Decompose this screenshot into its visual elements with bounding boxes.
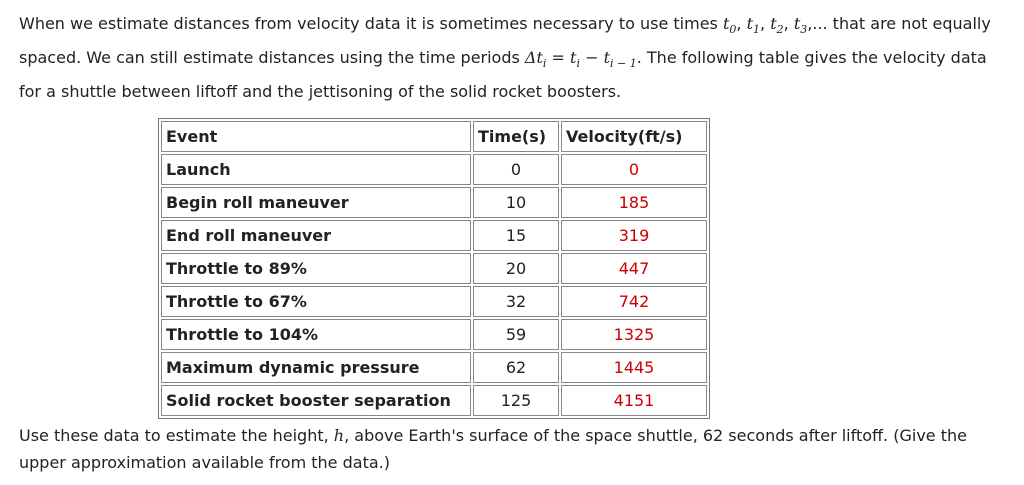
table-row [161, 154, 707, 185]
variable-h: h [333, 426, 345, 445]
table-body [161, 154, 707, 416]
velocity-cell: 1325 [561, 319, 707, 350]
table-row [161, 385, 707, 416]
time-t0: $t_0$ [722, 14, 737, 36]
problem-intro: When we estimate distances from velocity data it is sometimes necessary to use times $t_0$, $t_1$, $t_2$, $t_3$,... that are not equally spaced. We can still estimate distances using the time periods $\Delta t_i = t_i - t_{i - 1}$. The following table gives the velocity data for a shuttle between liftoff and the jettisoning of the solid rocket boosters. [19, 14, 991, 101]
event-cell: Throttle to 89% [161, 253, 471, 284]
time-cell: 20 [473, 253, 559, 284]
header-time: Time(s) [473, 121, 559, 152]
time-cell: 0 [473, 154, 559, 185]
intro-text-2: that are not equally spaced. We can still estimate distances using the time periods [19, 14, 991, 67]
table-row [161, 220, 707, 251]
velocity-cell: 447 [561, 253, 707, 284]
event-cell: Throttle to 104% [161, 319, 471, 350]
event-cell: End roll maneuver [161, 220, 471, 251]
time-cell: 32 [473, 286, 559, 317]
event-cell: Throttle to 67% [161, 286, 471, 317]
time-t2: $t_2$ [770, 14, 784, 36]
table-row [161, 319, 707, 350]
time-t3: $t_3$ [793, 14, 808, 36]
event-cell: Begin roll maneuver [161, 187, 471, 218]
time-cell: 10 [473, 187, 559, 218]
velocity-cell: 742 [561, 286, 707, 317]
delta-formula: $\Delta t_i = t_i - t_{i - 1}$ [524, 48, 637, 70]
time-cell: 15 [473, 220, 559, 251]
table-row [161, 253, 707, 284]
table-row [161, 187, 707, 218]
header-velocity: Velocity(ft/s) [561, 121, 707, 152]
problem-question: Use these data to estimate the height, h, above Earth's surface of the space shuttle, 62 seconds after liftoff. (Give the upper approximation available from the data.) [19, 426, 967, 472]
time-cell: 59 [473, 319, 559, 350]
velocity-cell: 1445 [561, 352, 707, 383]
event-cell: Solid rocket booster separation [161, 385, 471, 416]
velocity-cell: 319 [561, 220, 707, 251]
velocity-table [158, 118, 710, 419]
velocity-table-container [158, 118, 710, 419]
header-event: Event [161, 121, 471, 152]
table-row [161, 286, 707, 317]
event-cell: Maximum dynamic pressure [161, 352, 471, 383]
velocity-cell: 185 [561, 187, 707, 218]
table-row [161, 352, 707, 383]
intro-text-3: . The following table gives the velocity data for a shuttle between liftoff and the jettisoning of the solid rocket boosters. [19, 48, 987, 101]
time-cell: 125 [473, 385, 559, 416]
time-t1: $t_1$ [746, 14, 761, 36]
velocity-cell: 0 [561, 154, 707, 185]
intro-text: When we estimate distances from velocity data it is sometimes necessary to use times [19, 14, 723, 33]
velocity-cell: 4151 [561, 385, 707, 416]
event-cell: Launch [161, 154, 471, 185]
table-header-row [161, 121, 707, 152]
time-cell: 62 [473, 352, 559, 383]
